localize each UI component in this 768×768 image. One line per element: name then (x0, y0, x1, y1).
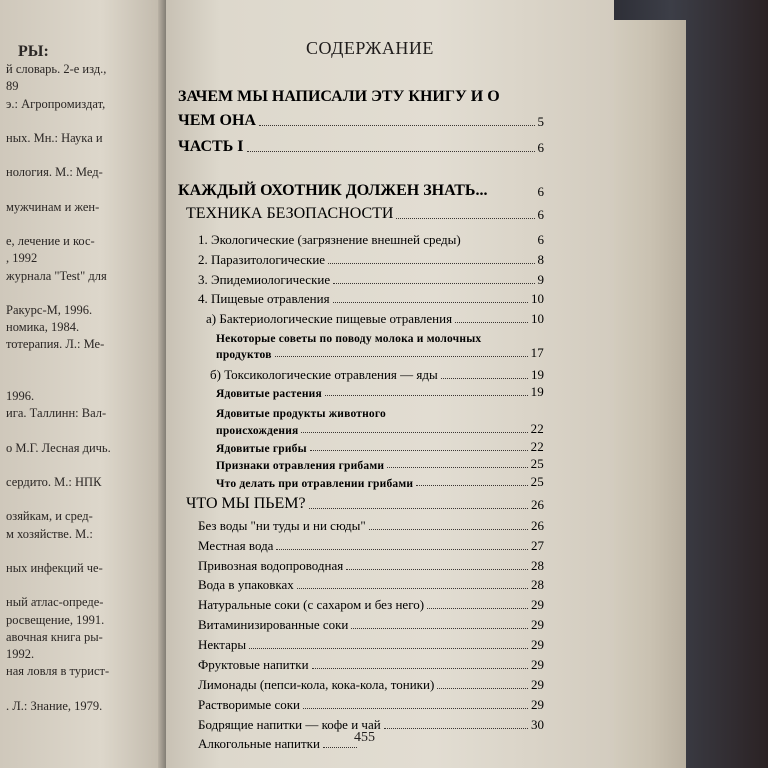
toc-page-number: 5 (537, 114, 544, 129)
toc-entry-title: Местная вода (198, 538, 274, 553)
bibliography-line: . Л.: Знание, 1979. (6, 698, 103, 713)
toc-entry (198, 675, 544, 693)
toc-entry (178, 134, 544, 156)
toc-entry-title: Лимонады (пепси-кола, кока-кола, тоники) (198, 677, 435, 692)
toc-page-number: 6 (537, 232, 544, 247)
toc-leader-dots (297, 588, 528, 589)
bibliography-line: е, лечение и кос- (6, 234, 95, 249)
toc-entry-title: ЗАЧЕМ МЫ НАПИСАЛИ ЭТУ КНИГУ И О (178, 88, 500, 105)
toc-leader-dots (312, 668, 528, 669)
toc-entry-title: Ядовитые растения (216, 388, 322, 400)
toc-leader-dots (351, 628, 528, 629)
toc-page-number: 25 (530, 474, 544, 489)
bibliography-line: й словарь. 2-е изд., (6, 62, 107, 77)
toc-page-number: 19 (531, 367, 544, 382)
toc-leader-dots (325, 395, 528, 396)
toc-page-number: 29 (531, 637, 544, 652)
toc-entry-title: ЧАСТЬ I (178, 138, 244, 155)
bibliography-line: ный атлас-опреде- (6, 595, 104, 610)
toc-leader-dots (309, 508, 528, 509)
bibliography-line: нология. М.: Мед- (6, 165, 103, 180)
toc-entry (216, 384, 544, 400)
bibliography-line: тотерапия. Л.: Ме- (6, 337, 105, 352)
toc-page-number: 6 (537, 207, 544, 222)
toc-page-number: 25 (530, 456, 544, 471)
bibliography-line: сердито. М.: НПК (6, 475, 102, 489)
toc-entry (198, 289, 544, 307)
toc-entry (198, 695, 544, 713)
toc-entry-title: Нектары (198, 637, 247, 652)
toc-entry-title: Некоторые советы по поводу молока и молочных (216, 333, 482, 345)
bibliography-line: 1992. (6, 647, 35, 661)
toc-page-number: 8 (537, 252, 544, 267)
toc-page-number: 6 (537, 184, 544, 199)
toc-leader-dots (301, 432, 527, 433)
toc-entry-title: ТЕХНИКА БЕЗОПАСНОСТИ (186, 205, 394, 222)
toc-leader-dots (310, 450, 528, 451)
toc-leader-dots (369, 529, 528, 530)
toc-leader-dots (249, 648, 528, 649)
bibliography-line: о М.Г. Лесная дичь. (6, 440, 111, 455)
toc-entry-title: ЧТО МЫ ПЬЕМ? (186, 495, 306, 512)
toc-entry-title: продуктов (216, 349, 272, 361)
toc-leader-dots (441, 378, 528, 379)
toc-page-number: 30 (531, 717, 544, 732)
toc-leader-dots (328, 263, 534, 264)
toc-page-number: 19 (530, 384, 544, 399)
toc-page-number: 26 (531, 518, 544, 533)
toc-entry (198, 655, 544, 673)
toc-page-number: 29 (531, 697, 544, 712)
toc-leader-dots (396, 218, 534, 219)
toc-entry (198, 615, 544, 633)
toc-leader-dots (416, 485, 527, 486)
toc-entry-title: 2. Паразитологические (198, 252, 326, 267)
bibliography-line: номика, 1984. (6, 320, 80, 335)
toc-entry-title: ЧЕМ ОНА (178, 112, 256, 129)
toc-leader-dots (346, 569, 528, 570)
bibliography-line: 1996. (6, 389, 35, 403)
toc-leader-dots (333, 283, 534, 284)
toc-entry-title: происхождения (216, 425, 299, 437)
toc-page-number: 22 (530, 439, 544, 454)
toc-page-number: 28 (531, 558, 544, 573)
toc-entry (210, 365, 544, 383)
toc-entry-title: а) Бактериологические пищевые отравления (206, 311, 453, 326)
toc-entry (198, 556, 544, 574)
bibliography-line: мужчинам и жен- (6, 199, 100, 214)
bibliography-line: озяйкам, и сред- (6, 509, 93, 524)
toc-entry-title: Ядовитые грибы (216, 443, 307, 455)
toc-page-number: 28 (531, 577, 544, 592)
toc-entry-title: КАЖДЫЙ ОХОТНИК ДОЛЖЕН ЗНАТЬ... (178, 182, 488, 199)
toc-entry (198, 734, 360, 752)
toc-leader-dots (247, 151, 535, 152)
toc-entry (178, 178, 544, 200)
toc-page-number: 26 (531, 497, 544, 512)
toc-entry (178, 108, 544, 130)
bibliography-line: ига. Таллинн: Вал- (6, 406, 107, 421)
toc-entry-title: Вода в упаковках (198, 577, 294, 592)
toc-page-number: 29 (531, 617, 544, 632)
toc-entry (198, 270, 544, 288)
toc-page-number: 9 (537, 272, 544, 287)
toc-entry (198, 516, 544, 534)
toc-entry-title: Натуральные соки (с сахаром и без него) (198, 597, 425, 612)
toc-page-number: 27 (531, 538, 544, 553)
toc-entry (216, 456, 544, 472)
toc-entry-title: Что делать при отравлении грибами (216, 478, 414, 490)
toc-leader-dots (259, 125, 535, 126)
toc-page-number: 10 (531, 291, 544, 306)
toc-entry (216, 345, 544, 361)
bibliography-line: журнала "Test" для (6, 268, 107, 283)
toc-entry (198, 536, 544, 554)
toc-leader-dots (455, 322, 528, 323)
toc-entry (198, 595, 544, 613)
toc-entry-title: Привозная водопроводная (198, 558, 344, 573)
page-title: СОДЕРЖАНИЕ (306, 38, 434, 58)
bibliography-line: РЫ: (18, 43, 49, 60)
toc-entry-title: Признаки отравления грибами (216, 460, 385, 472)
toc-entry (216, 421, 544, 437)
toc-entry (216, 474, 544, 490)
bibliography-line: авочная книга ры- (6, 629, 103, 644)
toc-entry-title: Витаминизированные соки (198, 617, 349, 632)
toc-entry-title: Растворимые соки (198, 697, 300, 712)
toc-entry (216, 329, 544, 345)
toc-page-number: 17 (530, 345, 544, 360)
toc-leader-dots (276, 549, 528, 550)
toc-entry (198, 575, 544, 593)
toc-leader-dots (275, 356, 528, 357)
toc-entry-title: Ядовитые продукты животного (216, 408, 386, 420)
toc-page-number: 10 (531, 311, 544, 326)
toc-entry (198, 230, 544, 248)
toc-entry (198, 250, 544, 268)
bibliography-line: Ракурс-М, 1996. (6, 303, 93, 317)
toc-entry (198, 635, 544, 653)
toc-entry-title: 4. Пищевые отравления (198, 291, 330, 306)
toc-leader-dots (384, 728, 528, 729)
toc-entry (206, 309, 544, 327)
toc-entry-title: 3. Эпидемиологические (198, 272, 331, 287)
bibliography-line: э.: Агропромиздат, (6, 96, 106, 111)
left-page (0, 0, 168, 768)
toc-leader-dots (427, 608, 528, 609)
toc-entry (178, 84, 544, 106)
toc-entry-title: Фруктовые напитки (198, 657, 309, 672)
toc-entry (216, 404, 544, 420)
toc-leader-dots (323, 747, 357, 748)
toc-entry-title: Бодрящие напитки — кофе и чай (198, 717, 381, 732)
toc-leader-dots (437, 688, 528, 689)
toc-page-number: 29 (531, 597, 544, 612)
toc-entry-title: Алкогольные напитки (198, 736, 320, 751)
bibliography-line: , 1992 (6, 251, 38, 266)
bibliography-line: ных инфекций че- (6, 561, 103, 575)
toc-entry (216, 439, 544, 455)
toc-entry (186, 493, 544, 513)
bibliography-line: ных. Мн.: Наука и (6, 131, 103, 145)
bibliography-line: росвещение, 1991. (6, 612, 105, 627)
toc-entry-title: 1. Экологические (загрязнение внешней среды) (198, 232, 461, 247)
toc-page-number: 22 (530, 421, 544, 436)
bibliography-line: 89 (6, 79, 19, 94)
toc-entry-title: Без воды "ни туды и ни сюды" (198, 518, 366, 533)
toc-page-number: 6 (537, 140, 544, 155)
toc-leader-dots (387, 467, 527, 468)
toc-page-number: 29 (531, 677, 544, 692)
toc-page-number: 29 (531, 657, 544, 672)
toc-leader-dots (333, 302, 528, 303)
toc-leader-dots (303, 708, 528, 709)
bibliography-line: м хозяйстве. М.: (6, 526, 93, 541)
toc-entry-title: б) Токсикологические отравления — яды (210, 367, 438, 382)
bibliography-line: ная ловля в турист- (6, 664, 110, 679)
toc-entry (186, 203, 544, 223)
page-number: 455 (354, 730, 375, 745)
